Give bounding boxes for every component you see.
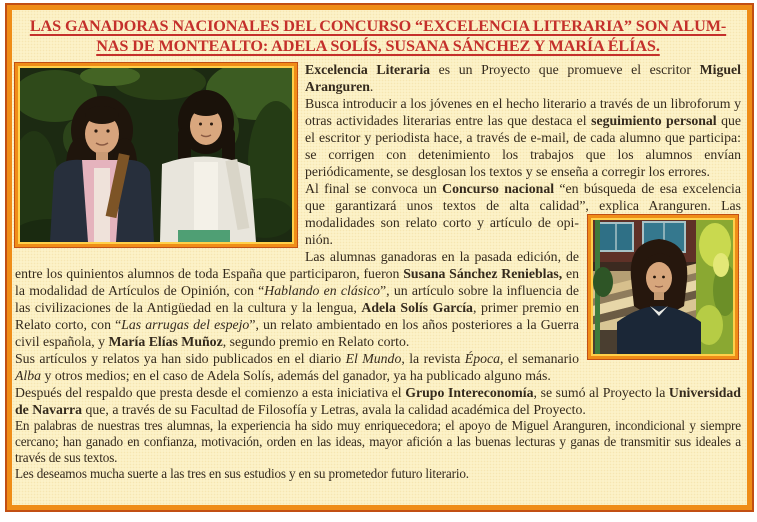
- paragraph-despedida: Les deseamos mucha suerte a las tres en sus estudios y en su prometedor futuro literario.: [15, 466, 469, 481]
- paragraph-concurso: Al final se convoca un Concurso nacional “en búsqueda de esa excelencia que garantizará unos textos de alta calidad”, explica Aranguren. Las modalidades son relato corto y artículo de opinión.: [15, 180, 741, 248]
- headline-line-2: NAS DE MONTEALTO: ADELA SOLÍS, SUSANA SÁNCHEZ Y MARÍA ÉLÍAS.: [96, 36, 660, 55]
- paragraph-libroforum: Busca introducir a los jóvenes en el hecho literario a través de un libroforum y otras actividades literarias entre las que destaca el seguimiento personal que el escritor y periodista hace, a través de e-mail, de cada alumno que participa: se corrigen con detenimiento los trabajos que los alumnos envían periódicamente, se desglosan los textos y se enseña a corregir los errores.: [305, 96, 742, 179]
- paragraph-ganadoras: Las alumnas ganadoras en la pasada edición, de entre los quinientos alumnos de toda España que participaron, fueron Susana Sánchez Renieblas, en la modalidad de Artículos de Opinión, con “Hablando en clásico”, un artículo sobre la influencia de las civilizaciones de la Antigüedad en la cultura y la lengua, Adela Solís García, primer premio en Relato corto, con “Las arrugas del espejo”, un relato ambientado en los años posteriores a la Guerra civil española, y María Elías Muñoz, segundo premio en Relato corto.: [15, 249, 579, 349]
- paragraph-palabras: En palabras de nuestras tres alumnas, la experiencia ha sido muy enriquecedora; el apoyo de Miguel Aranguren, incondicional y siempre cercano; han ganado en confianza, motivación, orden en las ideas, mayor afición a las buenas lecturas y ganas de transmitir sus ideales a través de sus textos.: [15, 418, 741, 465]
- article-frame: [7, 5, 752, 510]
- paragraph-respaldo: Después del respaldo que presta desde el comienzo a esta iniciativa el Grupo Intereconomía, se sumó al Proyecto la Universidad de Navarra que, a través de su Facultad de Filosofía y Letras, avala la calidad académica del Proyecto.: [15, 385, 741, 417]
- photo-students-outdoors: [15, 63, 297, 247]
- paragraph-intro: Excelencia Literaria es un Proyecto que promueve el escritor Miguel Aranguren.: [305, 62, 742, 94]
- headline-line-1: LAS GANADORAS NACIONALES DEL CONCURSO “EXCELENCIA LITERARIA” SON ALUM-: [29, 17, 727, 35]
- paragraph-publicaciones: Sus artículos y relatos ya han sido publicados en el diario El Mundo, la revista Época, el semanario Alba y otros medios; en el caso de Adela Solís, además del ganador, ya ha publicado alguno más.: [15, 351, 579, 383]
- photo-student-portrait: [588, 215, 738, 359]
- article-body: [15, 61, 741, 482]
- article-headline: [15, 17, 741, 56]
